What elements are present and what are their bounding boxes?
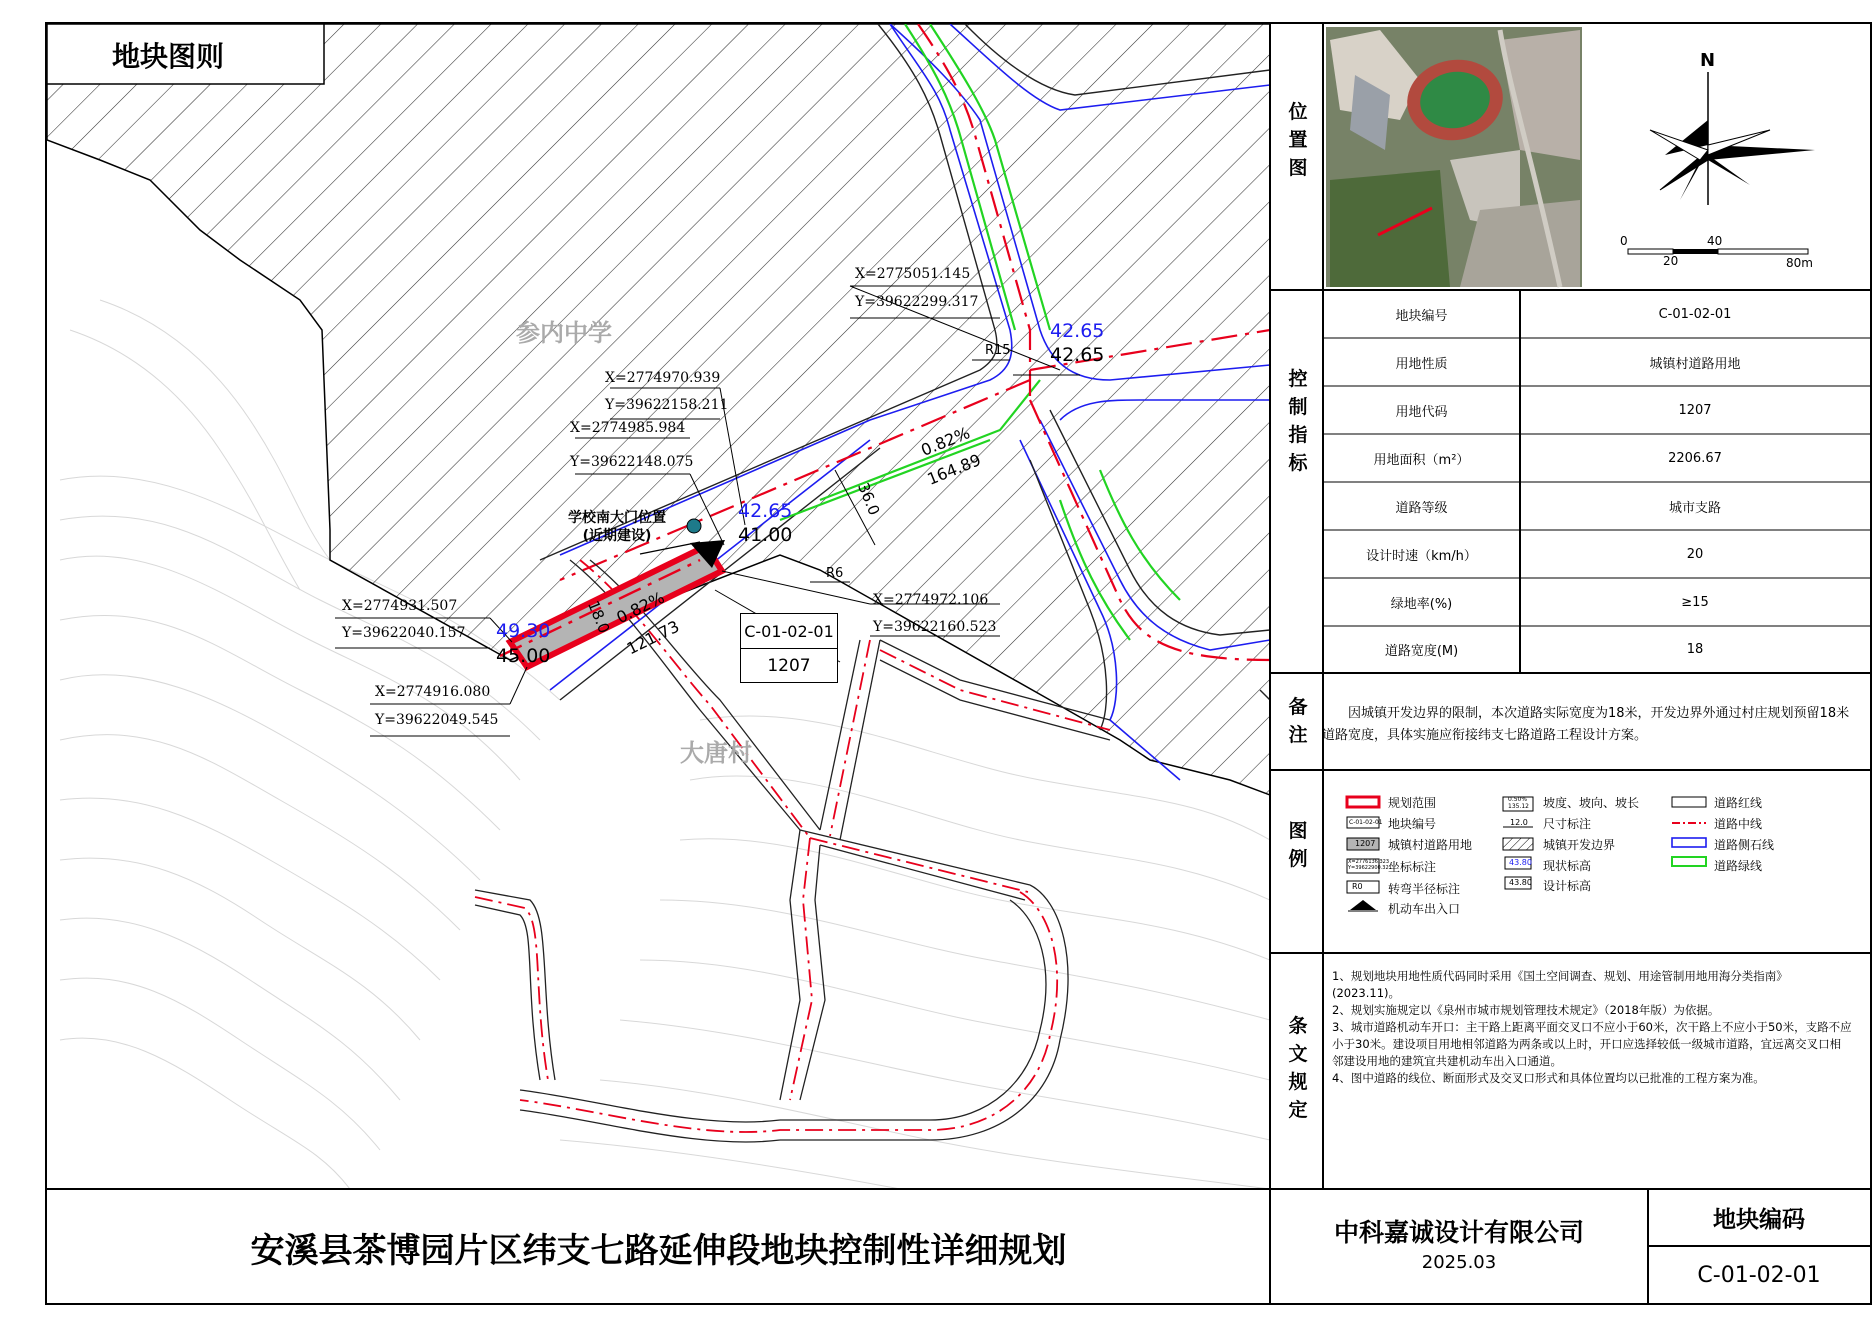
legend-label: 城镇村道路用地	[1388, 838, 1473, 852]
design-elevation: 41.00	[738, 524, 793, 546]
plan-title: 安溪县茶博园片区纬支七路延伸段地块控制性详细规划	[250, 1230, 1067, 1271]
legend-label: 规划范围	[1388, 796, 1437, 810]
scale-label: 20	[1663, 254, 1679, 268]
legend-label: 现状标高	[1543, 859, 1592, 873]
radius-label: R6	[826, 566, 844, 581]
clause-item: 4、图中道路的线位、断面形式及交叉口形式和具体位置均以已批准的工程方案为准。	[1332, 1071, 1765, 1085]
control-label: 道路等级	[1395, 500, 1448, 516]
remarks-text: 因城镇开发边界的限制，本次道路实际宽度为18米，开发边界外通过村庄规划预留18米道路宽度，具体实施应衔接纬支七路道路工程设计方案。	[1322, 706, 1850, 743]
control-value: 20	[1686, 546, 1704, 562]
remarks-header: 备 注	[1288, 696, 1308, 746]
legend-symbol-text: C-01-02-01	[1349, 819, 1383, 826]
slope-label: 0.82%	[918, 423, 973, 460]
scale-label: 80m	[1786, 256, 1813, 270]
width-label: 36.0	[854, 480, 884, 518]
coord-x: X=2774916.080	[375, 684, 491, 700]
school-label: 参内中学	[516, 319, 612, 347]
clause-item: 2、规划实施规定以《泉州市城市规划管理技术规定》（2018年版）为依据。	[1332, 1003, 1720, 1017]
clauses-header: 条 文 规 定	[1288, 1015, 1308, 1121]
control-value: ≥15	[1681, 594, 1709, 610]
legend-symbol-text: 12.0	[1510, 818, 1528, 827]
coord-x: X=2775051.145	[855, 266, 971, 282]
legend-symbol-text: 1207	[1355, 839, 1376, 848]
control-value: 城市支路	[1668, 500, 1721, 516]
legend-header: 图 例	[1288, 820, 1308, 870]
coord-y: Y=39622160.523	[873, 619, 997, 635]
legend-label: 机动车出入口	[1388, 902, 1461, 916]
parcel-usecode: 1207	[767, 656, 811, 676]
legend-symbol-text: 43.80	[1509, 878, 1532, 887]
coord-x: X=2774931.507	[342, 598, 458, 614]
coord-y: Y=39622299.317	[855, 294, 979, 310]
coord-x: X=2774970.939	[605, 370, 721, 386]
map-title: 地块图则	[112, 40, 225, 73]
coord-y: Y=39622158.211	[605, 397, 729, 413]
plan-date: 2025.03	[1421, 1252, 1497, 1273]
clause-item: 3、城市道路机动车开口：主干路上距离平面交叉口不应小于60米，次干路上不应小于50米，支路不应小于30米。建设项目用地相邻道路为两条或以上时，开口应选择较低一级城市道路，宜远离交叉口相邻建设用地的建筑宜共建机动车出入口通道。	[1332, 1020, 1852, 1068]
control-value: 2206.67	[1668, 450, 1722, 466]
control-value: C-01-02-01	[1658, 306, 1732, 322]
legend-label: 地块编号	[1388, 817, 1437, 831]
legend-label: 坐标标注	[1388, 860, 1437, 874]
legend-label: 城镇开发边界	[1543, 838, 1616, 852]
length-label: 121.73	[623, 616, 683, 659]
coord-y: Y=39622049.545	[375, 712, 499, 728]
design-elevation: 45.00	[496, 645, 551, 667]
control-label: 用地性质	[1395, 356, 1448, 372]
code-value: C-01-02-01	[1697, 1263, 1821, 1288]
clause-item: 1、规划地块用地性质代码同时采用《国土空间调查、规划、用途管制用地用海分类指南》(2023.11)。	[1332, 969, 1788, 1000]
control-value: 1207	[1678, 402, 1712, 418]
legend-label: 道路红线	[1714, 796, 1763, 810]
parcel-code: C-01-02-01	[741, 614, 837, 649]
legend-label: 坡度、坡向、坡长	[1543, 796, 1640, 810]
drawing-frame	[45, 22, 1872, 1305]
legend-label: 转弯半径标注	[1388, 882, 1461, 896]
coord-x: X=2774985.984	[570, 420, 686, 436]
north-label: N	[1700, 50, 1716, 71]
length-label: 164.89	[924, 450, 984, 489]
legend-label: 道路中线	[1714, 817, 1763, 831]
scale-label: 40	[1707, 234, 1723, 248]
company-name: 中科嘉诚设计有限公司	[1333, 1218, 1584, 1247]
code-label: 地块编码	[1713, 1207, 1805, 1233]
legend-symbol-text: 43.80	[1509, 858, 1532, 867]
control-header: 控 制 指 标	[1288, 368, 1308, 474]
control-label: 地块编号	[1395, 308, 1448, 324]
coord-y: Y=39622040.157	[342, 625, 466, 641]
current-elevation: 42.65	[738, 500, 793, 522]
control-label: 绿地率(%)	[1390, 596, 1453, 612]
coord-y: Y=39622148.075	[570, 454, 694, 470]
legend-label: 道路侧石线	[1714, 838, 1775, 852]
legend-symbol-text: 0.50% 135.12	[1508, 796, 1529, 810]
legend-label: 设计标高	[1543, 879, 1592, 893]
control-label: 用地面积（m²）	[1373, 452, 1470, 468]
gate-label-line1: 学校南大门位置	[568, 510, 666, 526]
width-label: 18.0	[584, 598, 614, 636]
gate-label-line2: (近期建设)	[582, 528, 652, 544]
control-value: 城镇村道路用地	[1649, 356, 1741, 372]
control-label: 设计时速（km/h）	[1366, 548, 1477, 564]
current-elevation: 42.65	[1050, 320, 1105, 342]
legend-label: 道路绿线	[1714, 859, 1763, 873]
slope-label: 0.82%	[613, 587, 668, 628]
control-label: 用地代码	[1395, 404, 1448, 420]
radius-label: R15	[985, 343, 1011, 358]
design-elevation: 42.65	[1050, 344, 1105, 366]
control-label: 道路宽度(M)	[1384, 644, 1459, 659]
scale-label: 0	[1620, 234, 1628, 248]
legend-label: 尺寸标注	[1543, 817, 1592, 831]
village-label: 大唐村	[680, 739, 752, 767]
control-value: 18	[1686, 642, 1704, 657]
coord-x: X=2774972.106	[873, 592, 989, 608]
position-map-header: 位 置 图	[1288, 101, 1308, 179]
legend-symbol-text: X=2776136.323 Y=39622900.321	[1348, 859, 1392, 871]
legend-symbol-text: R0	[1352, 882, 1363, 891]
current-elevation: 49.30	[496, 620, 551, 642]
